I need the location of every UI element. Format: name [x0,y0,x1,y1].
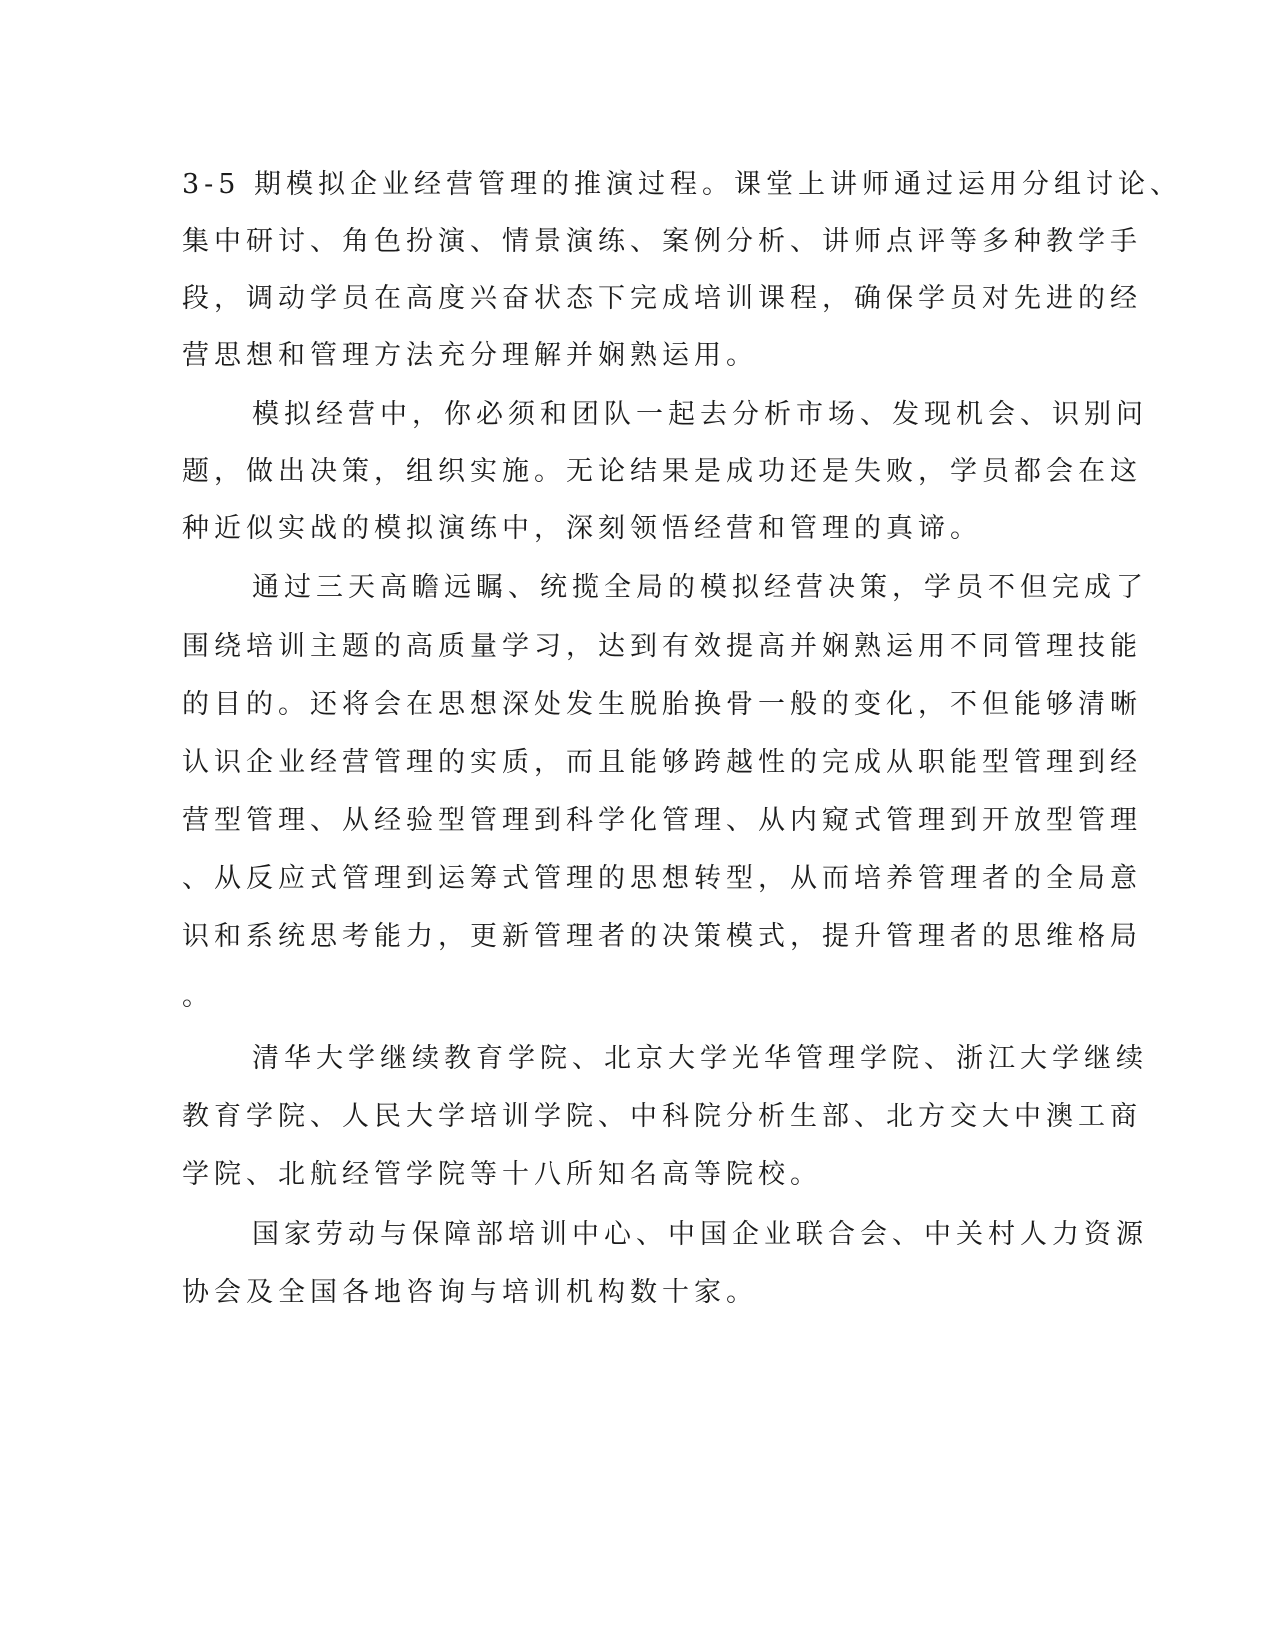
text-line: 。 [182,981,214,1012]
text-line: 认识企业经营管理的实质，而且能够跨越性的完成从职能型管理到经 [182,747,1142,778]
text-line: 清华大学继续教育学院、北京大学光华管理学院、浙江大学继续 [252,1043,1148,1074]
text-line: 国家劳动与保障部培训中心、中国企业联合会、中关村人力资源 [252,1219,1148,1250]
text-line: 段，调动学员在高度兴奋状态下完成培训课程，确保学员对先进的经 [182,283,1142,314]
text-line: 题，做出决策，组织实施。无论结果是成功还是失败，学员都会在这 [182,456,1142,487]
text-line: 的目的。还将会在思想深处发生脱胎换骨一般的变化，不但能够清晰 [182,689,1142,720]
text-line: 学院、北航经管学院等十八所知名高等院校。 [182,1159,822,1190]
text-line: 识和系统思考能力，更新管理者的决策模式，提升管理者的思维格局 [182,921,1142,952]
text-line: 种近似实战的模拟演练中，深刻领悟经营和管理的真谛。 [182,513,982,544]
text-line: 、从反应式管理到运筹式管理的思想转型，从而培养管理者的全局意 [182,863,1142,894]
text-line: 协会及全国各地咨询与培训机构数十家。 [182,1277,758,1308]
text-line: 3-5 期模拟企业经营管理的推演过程。课堂上讲师通过运用分组讨论、 [182,169,1183,200]
text-line: 营型管理、从经验型管理到科学化管理、从内窥式管理到开放型管理 [182,805,1142,836]
text-line: 教育学院、人民大学培训学院、中科院分析生部、北方交大中澳工商 [182,1101,1142,1132]
text-line: 模拟经营中，你必须和团队一起去分析市场、发现机会、识别问 [252,399,1148,430]
text-line: 集中研讨、角色扮演、情景演练、案例分析、讲师点评等多种教学手 [182,226,1142,257]
text-line: 营思想和管理方法充分理解并娴熟运用。 [182,340,758,371]
text-line: 围绕培训主题的高质量学习，达到有效提高并娴熟运用不同管理技能 [182,631,1142,662]
text-line: 通过三天高瞻远瞩、统揽全局的模拟经营决策，学员不但完成了 [252,572,1148,603]
